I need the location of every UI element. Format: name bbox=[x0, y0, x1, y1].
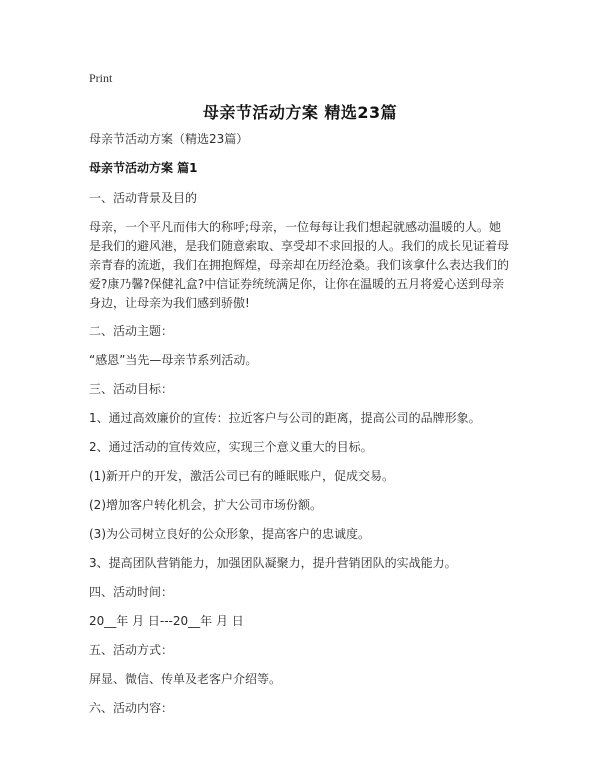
section-heading: 母亲节活动方案 篇1 bbox=[89, 161, 198, 175]
heading-content: 六、活动内容： bbox=[89, 701, 174, 715]
goal-subitem: (2)增加客户转化机会，扩大公司市场份额。 bbox=[89, 498, 322, 512]
print-link[interactable]: Print bbox=[89, 71, 113, 85]
heading-method: 五、活动方式： bbox=[89, 643, 174, 657]
paragraph-background: 母亲，一个平凡而伟大的称呼;母亲，一位每每让我们想起就感动温暖的人。她是我们的避风港，是我们随意索取、享受却不求回报的人。我们的成长见证着母亲青春的流逝，我们在拥抱辉煌，母亲却在历经沧桑。我们该拿什么表达我们的爱?康乃馨?保健礼盒?中信证券统统满足你，让你在温暖的五月将爱心送到母亲身边，让母亲为我们感到骄傲! bbox=[89, 220, 510, 310]
paragraph-time: 20__年 月 日---20__年 月 日 bbox=[89, 614, 244, 628]
heading-goals: 三、活动目标： bbox=[89, 382, 174, 396]
paragraph-theme: “感恩”当先—母亲节系列活动。 bbox=[89, 353, 258, 367]
page-title: 母亲节活动方案 精选23篇 bbox=[202, 103, 398, 122]
goal-item: 2、通过活动的宣传效应，实现三个意义重大的目标。 bbox=[89, 440, 373, 454]
goal-subitem: (3)为公司树立良好的公众形象，提高客户的忠诚度。 bbox=[89, 527, 371, 541]
document-body bbox=[89, 130, 513, 728]
goal-subitem: (1)新开户的开发，激活公司已有的睡眠账户，促成交易。 bbox=[89, 469, 395, 483]
document-subtitle: 母亲节活动方案（精选23篇） bbox=[89, 132, 249, 146]
goal-item: 1、通过高效廉价的宣传：拉近客户与公司的距离，提高公司的品牌形象。 bbox=[89, 411, 481, 425]
paragraph-method: 屏显、微信、传单及老客户介绍等。 bbox=[89, 672, 282, 686]
heading-theme: 二、活动主题： bbox=[89, 324, 174, 338]
heading-background: 一、活动背景及目的 bbox=[89, 191, 198, 205]
goal-item: 3、提高团队营销能力，加强团队凝聚力，提升营销团队的实战能力。 bbox=[89, 556, 457, 570]
heading-time: 四、活动时间： bbox=[89, 585, 174, 599]
